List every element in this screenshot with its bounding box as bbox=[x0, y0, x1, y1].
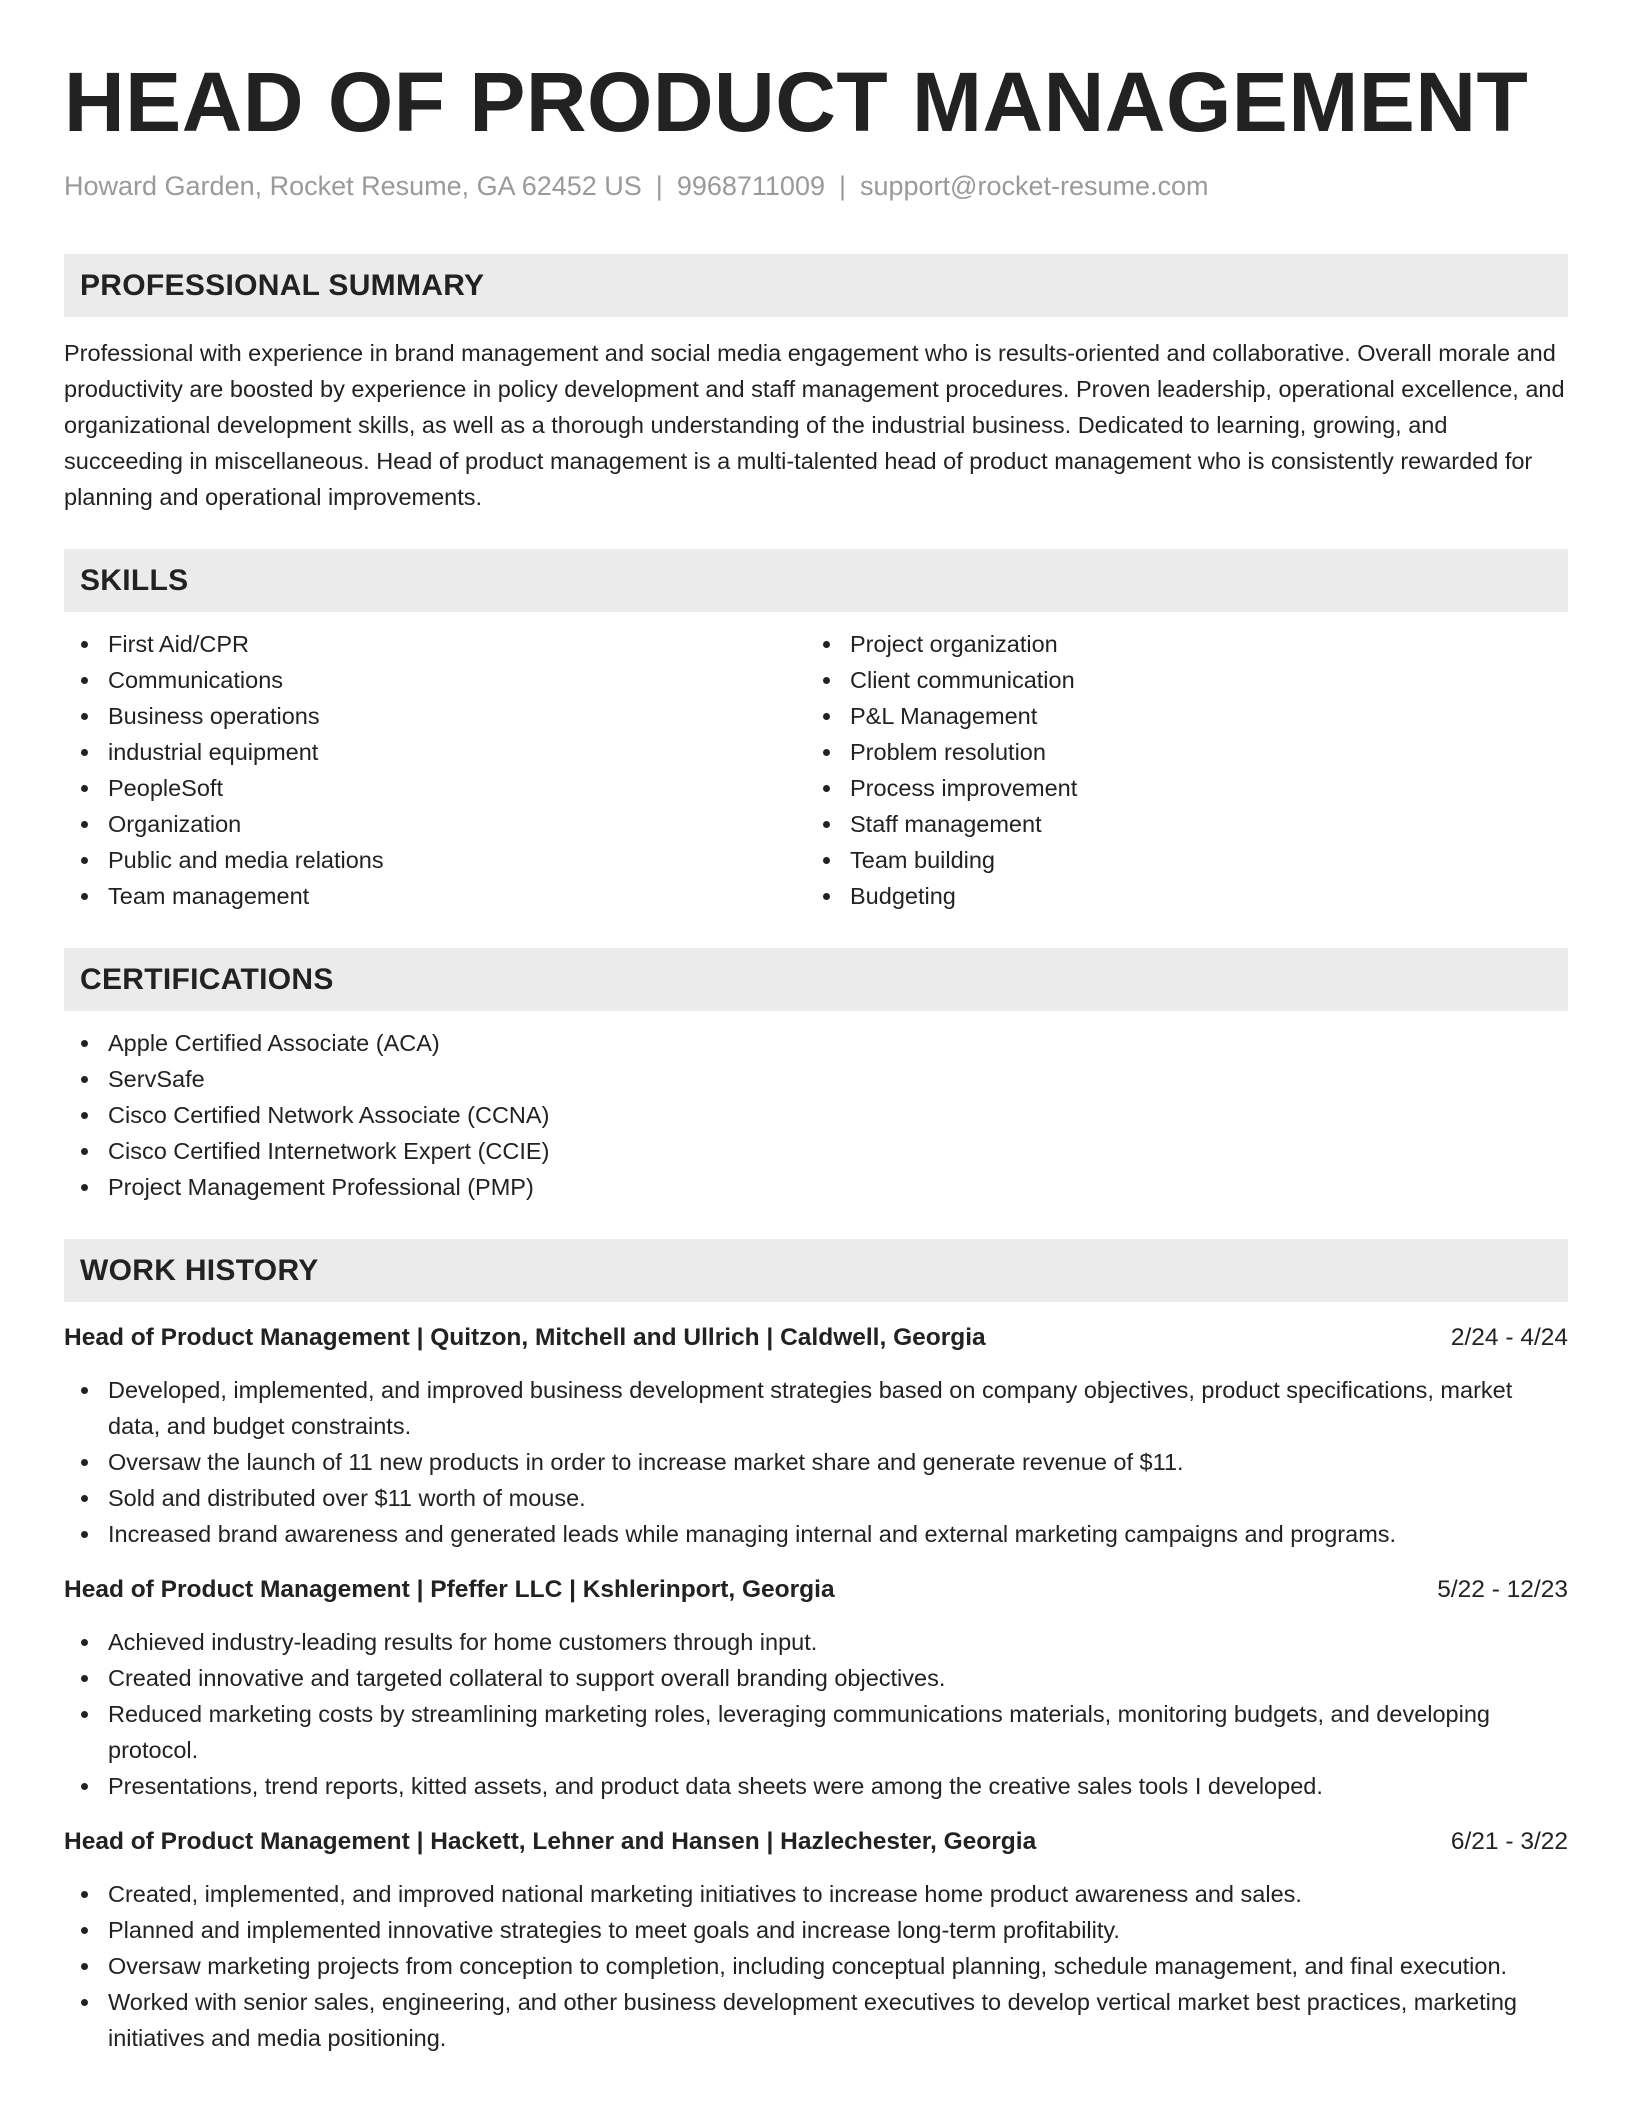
job-bullets bbox=[64, 1876, 1568, 2056]
certification-item: Cisco Certified Network Associate (CCNA) bbox=[108, 1097, 1568, 1133]
certifications-bullets bbox=[64, 1025, 1568, 1205]
job-entry bbox=[64, 1824, 1568, 2056]
job-dates: 6/21 - 3/22 bbox=[1450, 1828, 1568, 1855]
skill-item: First Aid/CPR bbox=[108, 626, 806, 662]
job-title: Head of Product Management | Quitzon, Mitchell and Ullrich | Caldwell, Georgia bbox=[64, 1324, 986, 1351]
certifications-list bbox=[64, 1025, 1568, 1205]
summary-text: Professional with experience in brand management and social media engagement who is results-oriented and collaborative. Overall morale and productivity are boosted by experience in policy development and staff management procedures. Proven leadership, operational excellence, and organizational development skills, as well as a thorough understanding of the industrial business. Dedicated to learning, growing, and succeeding in miscellaneous. Head of product management is a multi-talented head of product management who is consistently rewarded for planning and operational improvements. bbox=[64, 340, 1565, 510]
section-header-certifications: CERTIFICATIONS bbox=[64, 948, 1568, 1011]
contact-address: Howard Garden, Rocket Resume, GA 62452 US bbox=[64, 171, 642, 201]
skill-item: Client communication bbox=[850, 662, 1548, 698]
job-bullet: Created innovative and targeted collateral to support overall branding objectives. bbox=[108, 1660, 1568, 1696]
job-entry bbox=[64, 1320, 1568, 1552]
skills-list bbox=[64, 626, 1568, 914]
section-header-skills: SKILLS bbox=[64, 549, 1568, 612]
job-bullet: Planned and implemented innovative strategies to meet goals and increase long-term profitability. bbox=[108, 1912, 1568, 1948]
job-bullets bbox=[64, 1372, 1568, 1552]
job-title: Head of Product Management | Hackett, Lehner and Hansen | Hazlechester, Georgia bbox=[64, 1828, 1037, 1855]
job-bullet: Achieved industry-leading results for home customers through input. bbox=[108, 1624, 1568, 1660]
job-dates: 2/24 - 4/24 bbox=[1450, 1324, 1568, 1351]
job-bullet: Oversaw the launch of 11 new products in order to increase market share and generate revenue of $11. bbox=[108, 1444, 1568, 1480]
skill-item: Business operations bbox=[108, 698, 806, 734]
skills-list-left bbox=[64, 626, 806, 914]
skill-item: Budgeting bbox=[850, 878, 1548, 914]
skills-list-right bbox=[806, 626, 1548, 914]
job-dates: 5/22 - 12/23 bbox=[1437, 1576, 1568, 1603]
certification-item: ServSafe bbox=[108, 1061, 1568, 1097]
skills-column-right bbox=[806, 626, 1548, 914]
job-bullet: Presentations, trend reports, kitted assets, and product data sheets were among the creative sales tools I developed. bbox=[108, 1768, 1568, 1804]
contact-line bbox=[64, 168, 1568, 204]
job-bullet: Reduced marketing costs by streamlining marketing roles, leveraging communications materials, monitoring budgets, and developing protocol. bbox=[108, 1696, 1568, 1768]
job-bullet: Oversaw marketing projects from conception to completion, including conceptual planning, schedule management, and final execution. bbox=[108, 1948, 1568, 1984]
section-header-summary: PROFESSIONAL SUMMARY bbox=[64, 254, 1568, 317]
skills-column-left bbox=[64, 626, 806, 914]
certification-item: Apple Certified Associate (ACA) bbox=[108, 1025, 1568, 1061]
skill-item: Process improvement bbox=[850, 770, 1548, 806]
skill-item: Staff management bbox=[850, 806, 1548, 842]
job-bullet: Increased brand awareness and generated leads while managing internal and external marketing campaigns and programs. bbox=[108, 1516, 1568, 1552]
skill-item: Project organization bbox=[850, 626, 1548, 662]
skill-item: Organization bbox=[108, 806, 806, 842]
contact-phone: 9968711009 bbox=[676, 171, 825, 201]
job-header bbox=[64, 1572, 1568, 1608]
skill-item: Public and media relations bbox=[108, 842, 806, 878]
job-bullet: Worked with senior sales, engineering, and other business development executives to develop vertical market best practices, marketing initiatives and media positioning. bbox=[108, 1984, 1568, 2056]
section-header-work-history: WORK HISTORY bbox=[64, 1239, 1568, 1302]
certification-item: Cisco Certified Internetwork Expert (CCIE) bbox=[108, 1133, 1568, 1169]
certification-item: Project Management Professional (PMP) bbox=[108, 1169, 1568, 1205]
job-bullet: Sold and distributed over $11 worth of mouse. bbox=[108, 1480, 1568, 1516]
skill-item: PeopleSoft bbox=[108, 770, 806, 806]
job-title: Head of Product Management | Pfeffer LLC | Kshlerinport, Georgia bbox=[64, 1576, 835, 1603]
skill-item: Team building bbox=[850, 842, 1548, 878]
job-bullet: Created, implemented, and improved national marketing initiatives to increase home product awareness and sales. bbox=[108, 1876, 1568, 1912]
contact-separator: | bbox=[838, 171, 846, 201]
skill-item: P&L Management bbox=[850, 698, 1548, 734]
job-header bbox=[64, 1824, 1568, 1860]
work-history-list bbox=[64, 1320, 1568, 2056]
job-entry bbox=[64, 1572, 1568, 1804]
job-bullets bbox=[64, 1624, 1568, 1804]
skill-item: Problem resolution bbox=[850, 734, 1548, 770]
job-header bbox=[64, 1320, 1568, 1356]
skill-item: Communications bbox=[108, 662, 806, 698]
job-bullet: Developed, implemented, and improved business development strategies based on company objectives, product specifications, market data, and budget constraints. bbox=[108, 1372, 1568, 1444]
skill-item: Team management bbox=[108, 878, 806, 914]
contact-separator: | bbox=[655, 171, 663, 201]
resume-name-title: HEAD OF PRODUCT MANAGEMENT bbox=[64, 55, 1529, 149]
skill-item: industrial equipment bbox=[108, 734, 806, 770]
contact-email: support@rocket-resume.com bbox=[860, 171, 1209, 201]
